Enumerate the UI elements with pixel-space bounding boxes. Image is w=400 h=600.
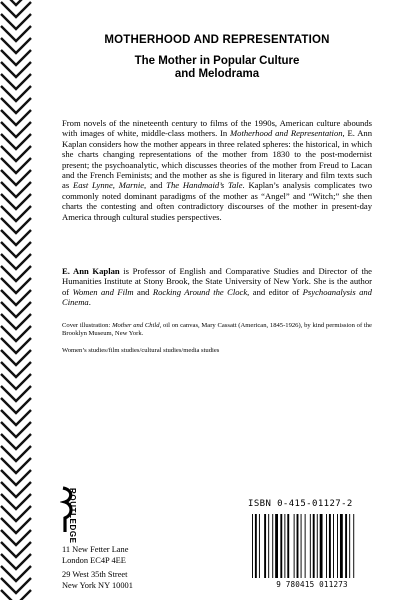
publisher-address-newyork: 29 West 35th Street New York NY 10001 bbox=[62, 570, 133, 590]
book-description: From novels of the nineteenth century to films of the 1990s, American culture abounds with images of white, middle-class mothers. In Motherhood and Representation, E. Ann Kaplan considers how the mother appears in three related spheres: the historical, in which she charts changing representations of the mother from 1830 to the post-modernist present; the psychoanalytic, which discusses theories of the mother from Freud to Lacan and the French Feminists; and the mother as she is figured in literary and film texts such as East Lynne, Marnie, and The Handmaid’s Tale. Kaplan’s analysis complicates two commonly noted dominant paradigms of the mother as “Angel” and “Witch;” she then charts the contesting and often contradictory discourses of the mother in present-day America through cultural studies perspectives. bbox=[62, 118, 373, 222]
cover-illustration-credit: Cover illustration: Mother and Child, oil on canvas, Mary Cassatt (American, 1845-1926), by kind permission of the Brooklyn Museum, New York. bbox=[62, 322, 372, 338]
subtitle-line-1: The Mother in Popular Culture bbox=[134, 54, 300, 67]
publisher-address-london: 11 New Fetter Lane London EC4P 4EE bbox=[62, 545, 129, 565]
subtitle-line-2: and Melodrama bbox=[174, 68, 260, 80]
isbn-label: ISBN 0-415-01127-2 bbox=[248, 499, 353, 509]
chevron-border-decoration bbox=[0, 0, 32, 600]
publisher-name: ROUTLEDGE bbox=[68, 488, 77, 544]
author-name: E. Ann Kaplan bbox=[62, 266, 120, 276]
subject-categories: Women’s studies/film studies/cultural studies/media studies bbox=[62, 347, 220, 354]
barcode-number: 9 780415 011273 bbox=[276, 580, 348, 589]
title-block bbox=[62, 34, 372, 82]
book-subtitle bbox=[62, 55, 372, 82]
barcode bbox=[250, 514, 374, 580]
author-bio: E. Ann Kaplan is Professor of English and Comparative Studies and Director of the Humanities Institute at Stony Brook, the State University of New York. She is the author of Women and Film and Rocking Around the Clock, and editor of Psychoanalysis and Cinema. bbox=[62, 266, 372, 308]
book-title: MOTHERHOOD AND REPRESENTATION bbox=[104, 34, 330, 46]
